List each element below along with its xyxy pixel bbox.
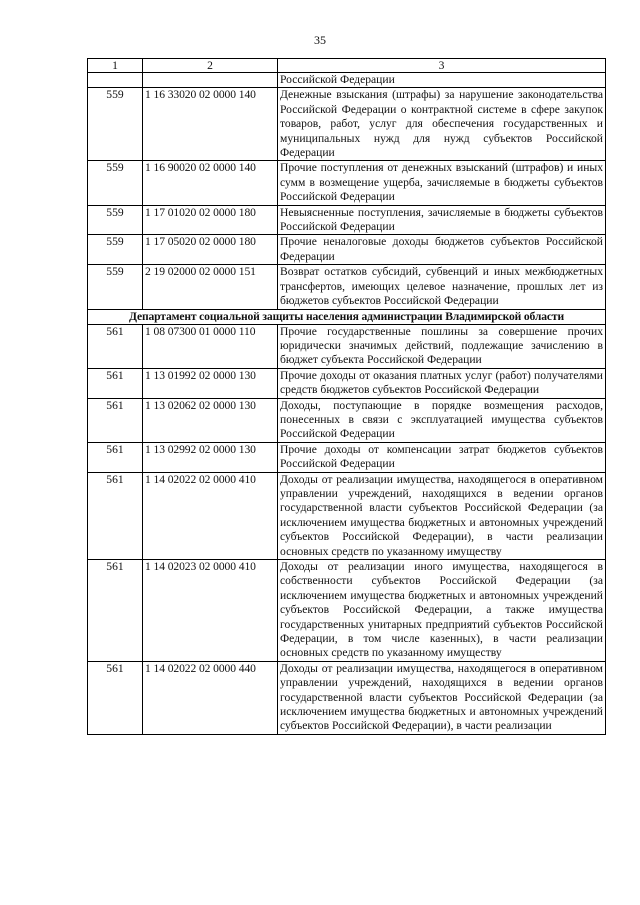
admin-code-cell: 559 [88,205,143,235]
revenue-description-cell: Прочие доходы от компенсации затрат бюджетов субъектов Российской Федерации [278,442,606,472]
admin-code-cell: 561 [88,398,143,442]
admin-code-cell: 561 [88,661,143,734]
revenue-description-cell: Российской Федерации [278,73,606,88]
table-header-row [88,59,606,73]
revenue-description-cell: Возврат остатков субсидий, субвенций и иных межбюджетных трансфертов, имеющих целевое назначение, прошлых лет из бюджетов субъектов Российской Федерации [278,265,606,309]
admin-code-cell: 561 [88,442,143,472]
column-header-1: 1 [88,59,143,73]
admin-code-cell: 559 [88,265,143,309]
revenue-codes-table [87,58,606,735]
budget-classification-code-cell: 2 19 02000 02 0000 151 [143,265,278,309]
table-row [88,368,606,398]
admin-code-cell: 561 [88,560,143,662]
admin-code-cell: 559 [88,235,143,265]
revenue-description-cell: Прочие неналоговые доходы бюджетов субъектов Российской Федерации [278,235,606,265]
revenue-description-cell: Доходы от реализации имущества, находящегося в оперативном управлении учреждений, находящихся в ведении органов государственной власти субъектов Российской Федерации (за исключением имущества бюджетных и автономных учреждений субъектов Российской Федерации), в части реализации [278,661,606,734]
table-row [88,560,606,662]
table-row [88,398,606,442]
table-row [88,73,606,88]
revenue-description-cell: Прочие доходы от оказания платных услуг (работ) получателями средств бюджетов субъектов Российской Федерации [278,368,606,398]
revenue-description-cell: Доходы от реализации имущества, находящегося в оперативном управлении учреждений, находящихся в ведении органов государственной власти субъектов Российской Федерации (за исключением имущества бюджетных и автономных учреждений субъектов Российской Федерации), в части реализации основных средств по указанному имуществу [278,472,606,559]
table-row [88,661,606,734]
revenue-description-cell: Прочие поступления от денежных взысканий (штрафов) и иных сумм в возмещение ущерба, зачисляемые в бюджеты субъектов Российской Федерации [278,161,606,205]
revenue-description-cell: Доходы от реализации иного имущества, находящегося в собственности субъектов Российской Федерации (за исключением имущества бюджетных и автономных учреждений субъектов Российской Федерации, а также имущества государственных унитарных предприятий субъектов Российской Федерации, в том числе казенных), в части реализации основных средств по указанному имуществу [278,560,606,662]
page-number: 35 [314,33,326,47]
budget-classification-code-cell: 1 17 05020 02 0000 180 [143,235,278,265]
revenue-description-cell: Денежные взыскания (штрафы) за нарушение законодательства Российской Федерации о контрактной системе в сфере закупок товаров, работ, услуг для обеспечения государственных и муниципальных нужд для нужд субъектов Российской Федерации [278,88,606,161]
budget-classification-code-cell: 1 16 33020 02 0000 140 [143,88,278,161]
budget-classification-code-cell [143,73,278,88]
table-row [88,472,606,559]
admin-code-cell: 559 [88,88,143,161]
column-header-3: 3 [278,59,606,73]
revenue-description-cell: Невыясненные поступления, зачисляемые в бюджеты субъектов Российской Федерации [278,205,606,235]
budget-classification-code-cell: 1 16 90020 02 0000 140 [143,161,278,205]
admin-code-cell [88,73,143,88]
admin-code-cell: 561 [88,368,143,398]
budget-classification-code-cell: 1 13 02992 02 0000 130 [143,442,278,472]
budget-classification-code-cell: 1 14 02023 02 0000 410 [143,560,278,662]
table-row [88,265,606,309]
revenue-description-cell: Прочие государственные пошлины за совершение прочих юридически значимых действий, подлежащие зачислению в бюджет субъекта Российской Федерации [278,324,606,368]
admin-code-cell: 561 [88,472,143,559]
budget-classification-code-cell: 1 17 01020 02 0000 180 [143,205,278,235]
budget-classification-code-cell: 1 13 02062 02 0000 130 [143,398,278,442]
revenue-description-cell: Доходы, поступающие в порядке возмещения расходов, понесенных в связи с эксплуатацией имущества субъектов Российской Федерации [278,398,606,442]
department-heading-row [88,309,606,324]
table-row [88,442,606,472]
budget-classification-code-cell: 1 13 01992 02 0000 130 [143,368,278,398]
table-row [88,205,606,235]
department-heading: Департамент социальной защиты населения администрации Владимирской области [88,309,606,324]
table-row [88,161,606,205]
budget-classification-code-cell: 1 14 02022 02 0000 410 [143,472,278,559]
admin-code-cell: 561 [88,324,143,368]
table-row [88,88,606,161]
table-row [88,235,606,265]
budget-classification-code-cell: 1 14 02022 02 0000 440 [143,661,278,734]
budget-classification-code-cell: 1 08 07300 01 0000 110 [143,324,278,368]
column-header-2: 2 [143,59,278,73]
table-row [88,324,606,368]
table-body [88,59,606,735]
admin-code-cell: 559 [88,161,143,205]
